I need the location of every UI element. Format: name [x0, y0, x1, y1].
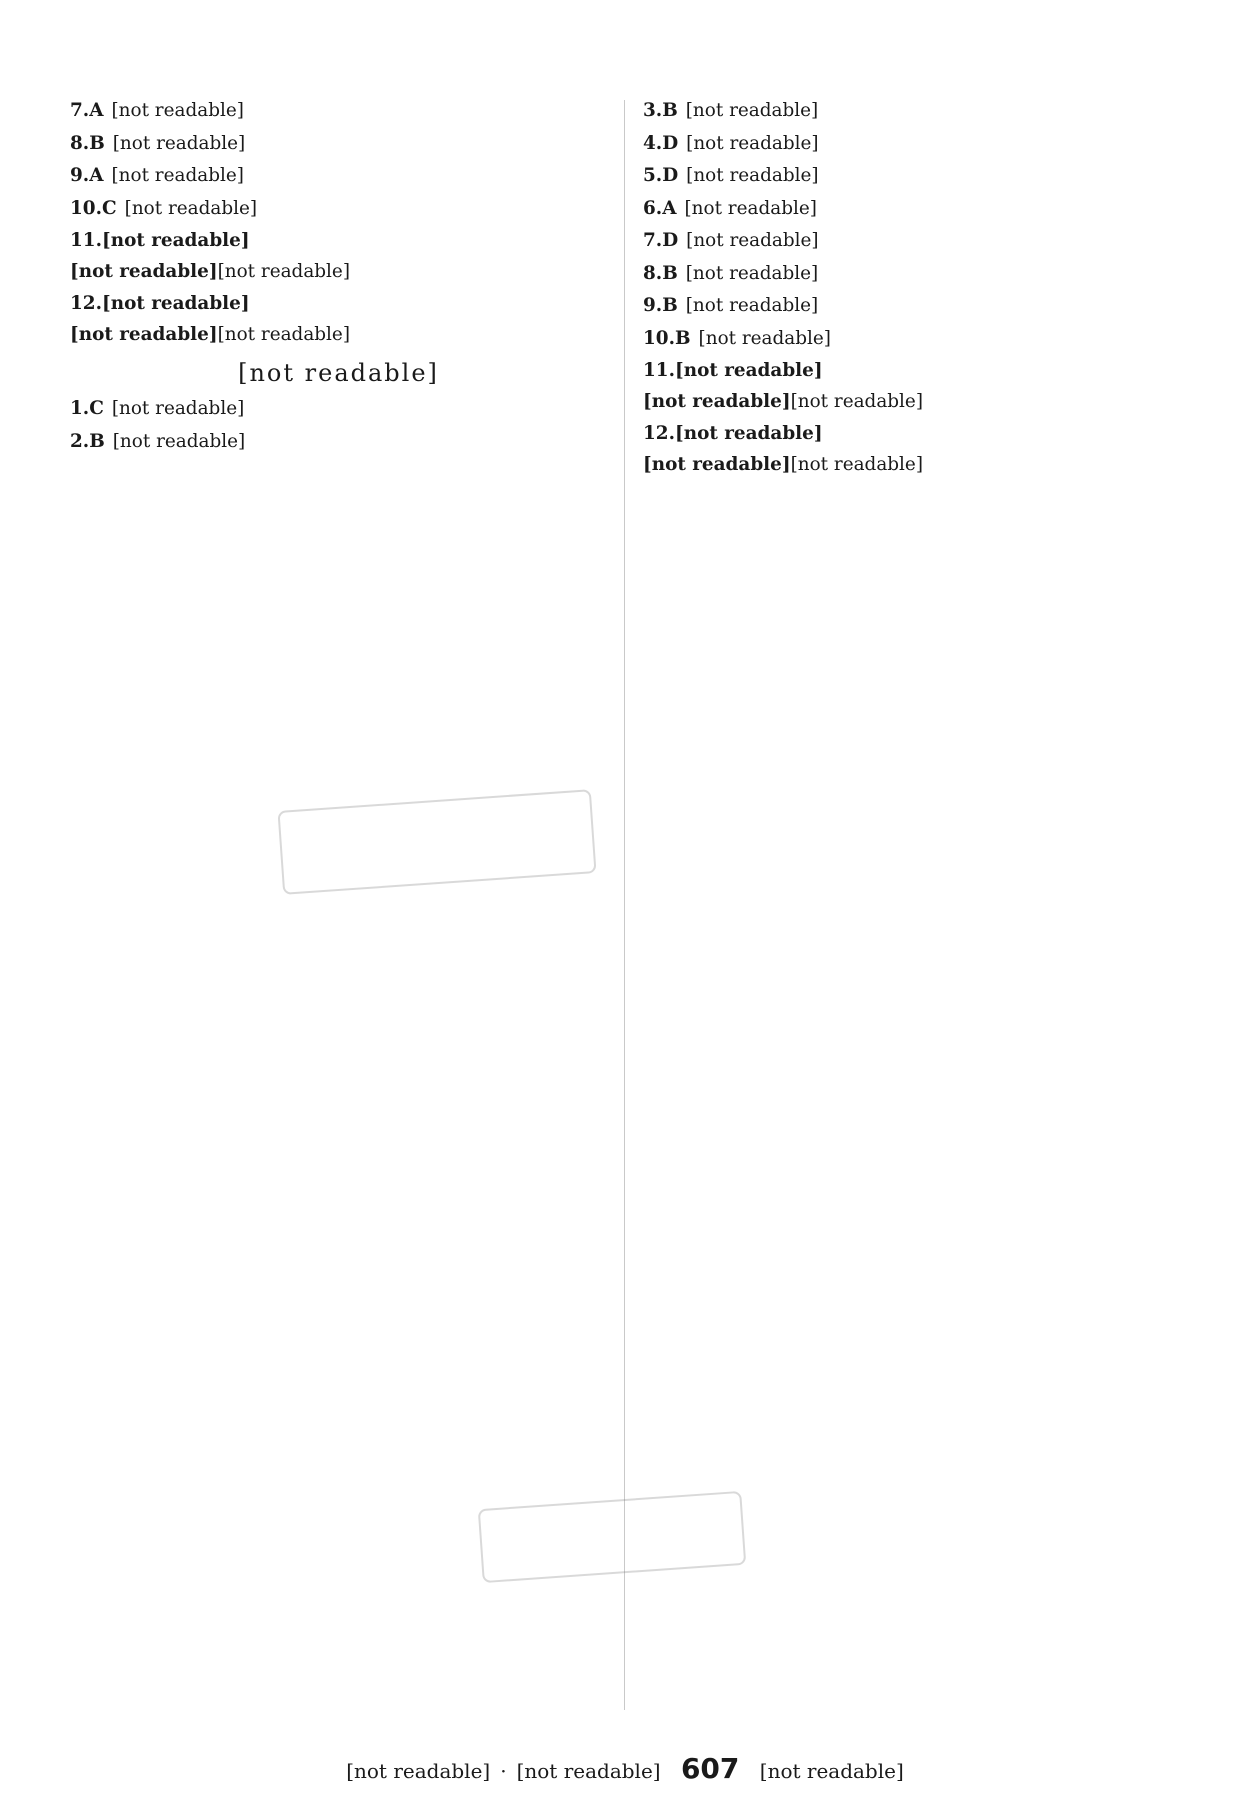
answer-item-right-10: 10.B [not readable] [643, 327, 831, 349]
footer-separator: · [500, 1759, 507, 1783]
left-column [70, 96, 607, 482]
answer-item-left-8: 8.B [not readable] [70, 132, 246, 154]
answer-item-right-12: 12.[not readable] [not readable][not readable] [643, 423, 923, 475]
footer-subject: [not readable] [516, 1759, 661, 1783]
answer-item-section-2: 2.B [not readable] [70, 430, 246, 452]
answer-item-section-1: 1.C [not readable] [70, 398, 245, 419]
footer-book-title: [not readable] [346, 1759, 491, 1783]
answer-item-left-11: 11.[not readable] [not readable][not readable] [70, 230, 350, 282]
answer-item-right-8: 8.B [not readable] [643, 262, 819, 284]
answer-item-right-11: 11.[not readable] [not readable][not readable] [643, 360, 923, 412]
answer-item-left-12: 12.[not readable] [not readable][not readable] [70, 293, 350, 345]
answer-item-left-9: 9.A [not readable] [70, 165, 244, 186]
answer-item-right-5: 5.D [not readable] [643, 165, 819, 186]
answer-item-right-4: 4.D [not readable] [643, 132, 819, 154]
footer-section: [not readable] [759, 1759, 904, 1783]
answer-item-right-6: 6.A [not readable] [643, 197, 817, 219]
column-divider [624, 100, 625, 1710]
answer-item-right-7: 7.D [not readable] [643, 230, 819, 251]
answer-item-left-7: 7.A [not readable] [70, 100, 244, 121]
answer-item-left-10: 10.C [not readable] [70, 197, 258, 219]
section-title: [not readable] [238, 359, 439, 387]
page-footer [0, 1752, 1250, 1785]
answer-item-right-9: 9.B [not readable] [643, 295, 819, 316]
two-column-body [70, 96, 1180, 482]
answer-item-right-3: 3.B [not readable] [643, 100, 819, 121]
watermark-stamp [277, 789, 596, 895]
page-number: 607 [680, 1752, 740, 1785]
watermark-stamp [478, 1491, 747, 1583]
right-column [643, 96, 1180, 482]
